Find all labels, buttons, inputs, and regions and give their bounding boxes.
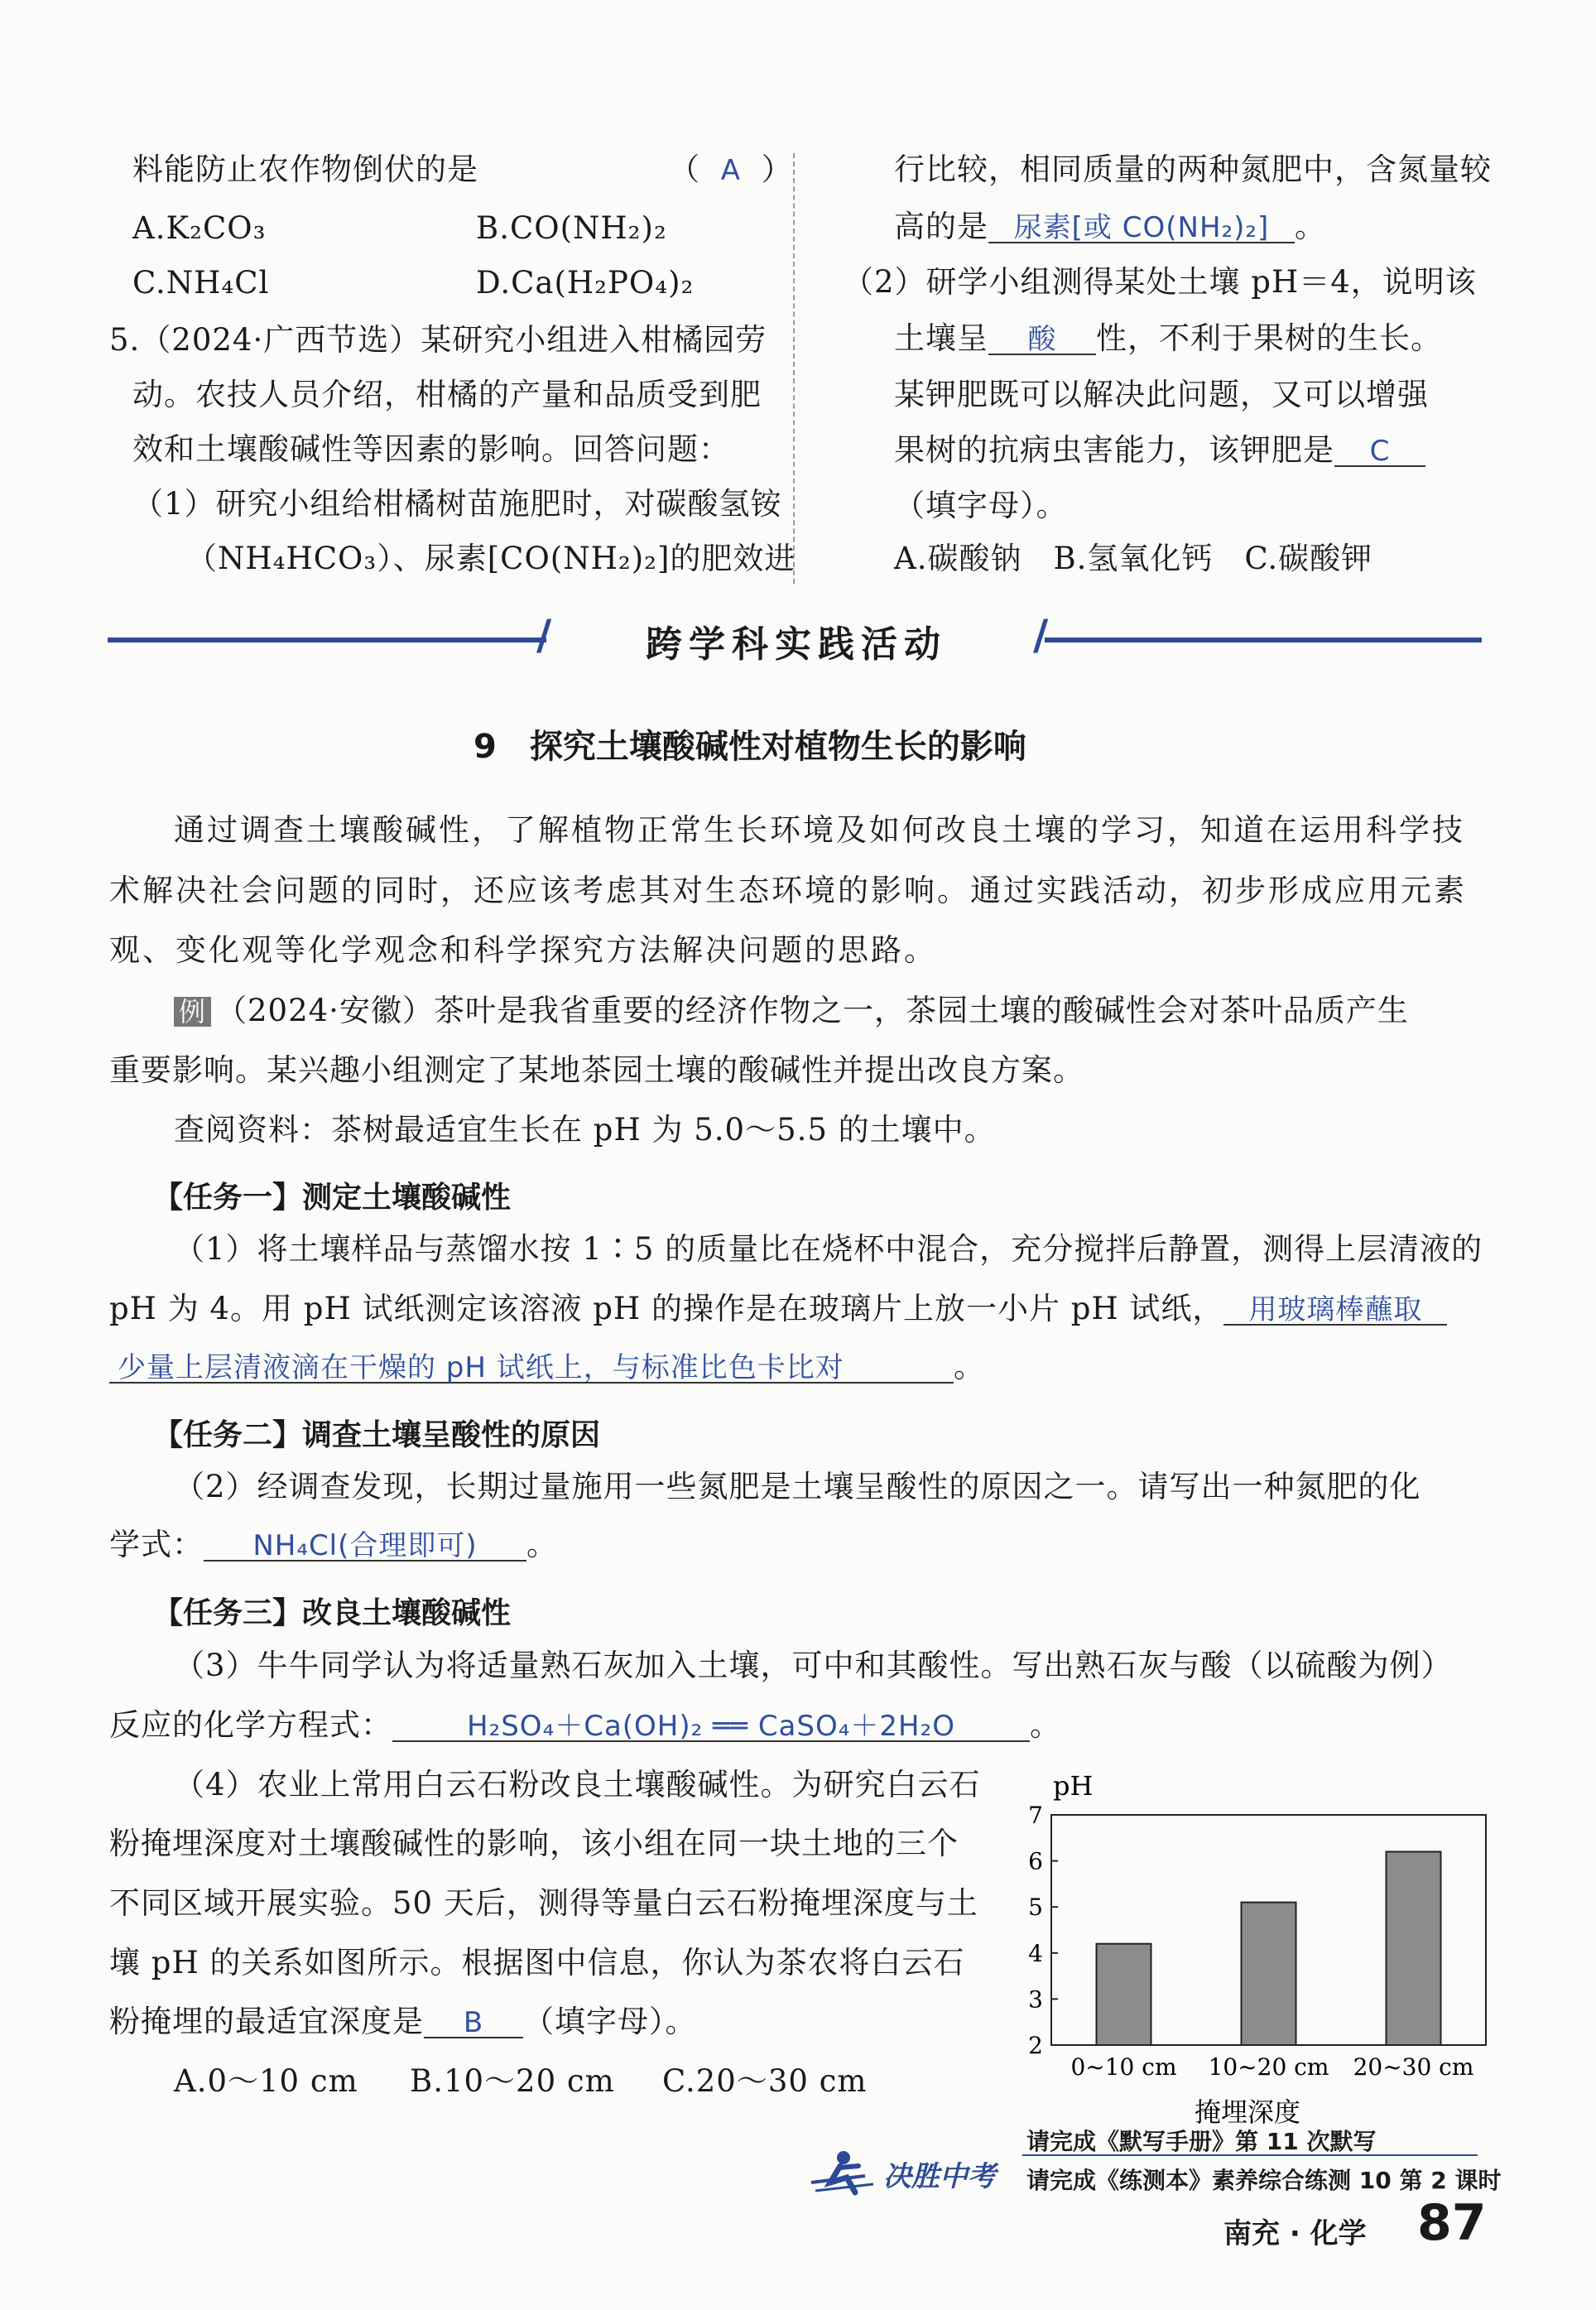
region-subject: 南充 · 化学 [1223,2217,1367,2250]
q4-stem-tail: 料能防止农作物倒伏的是 [132,152,478,187]
x-tick-label: 10~20 cm [1208,2053,1329,2081]
example-reference: 查阅资料：茶树最适宜生长在 pH 为 5.0～5.5 的土壤中。 [174,1112,996,1148]
q4-option-c: C.NH₄Cl [132,265,270,301]
q4-option-b: B.CO(NH₂)₂ [476,210,667,246]
task-4-option-b: B.10～20 cm [410,2063,615,2099]
fill-blank-potash: C [1334,437,1425,467]
page-number: 87 [1417,2194,1487,2252]
task-1-line-3: 少量上层清液滴在干燥的 pH 试纸上，与标准比色卡比对 。 [109,1351,985,1384]
task-4-line-4: 壤 pH 的关系如图所示。根据图中信息，你认为茶农将白云石 [109,1945,965,1980]
task-2-line-2: 学式： NH₄Cl(合理即可) 。 [109,1527,558,1562]
right-line-5: 某钾肥既可以解决此问题，又可以增强 [894,377,1429,412]
task-1-line-2: pH 为 4。用 pH 试纸测定该溶液 pH 的操作是在玻璃片上放一小片 pH 试纸， 用玻璃棒蘸取 [109,1293,1447,1326]
example-line-2: 重要影响。某兴趣小组测定了某地茶园土壤的酸碱性并提出改良方案。 [109,1052,1084,1088]
task-4-option-c: C.20～30 cm [662,2063,868,2099]
example-tag: 例 [174,997,211,1027]
example-line-1: 例 （2024·安徽）茶叶是我省重要的经济作物之一，茶园土壤的酸碱性会对茶叶品质产生 [174,995,1409,1027]
task-4-line-2: 粉掩埋深度对土壤酸碱性的影响，该小组在同一块土地的三个 [109,1826,959,1861]
y-tick-label: 2 [1028,2032,1043,2059]
fill-blank-depth: B [424,2009,523,2038]
ph-depth-bar-chart [1010,1764,1507,2128]
right-line-4: 土壤呈 酸 性，不利于果树的生长。 [894,320,1442,356]
y-tick-label: 4 [1028,1939,1043,1967]
task-3-line-1: （3）牛牛同学认为将适量熟石灰加入土壤，可中和其酸性。写出熟石灰与酸（以硫酸为例） [174,1648,1453,1683]
banner-title: 跨学科实践活动 [646,623,947,666]
reminder-practice: 请完成《练测本》素养综合练测 10 第 2 课时 [1026,2167,1502,2194]
column-divider [793,153,795,584]
right-line-2: 高的是 尿素[或 CO(NH₂)₂] 。 [894,209,1326,244]
y-tick-label: 5 [1028,1894,1043,1922]
q4-answer-bracket: （ A ） [669,152,793,187]
y-tick-label: 3 [1028,1985,1043,2014]
banner-slash-right: / [1033,611,1049,659]
bar [1242,1903,1296,2045]
bar [1097,1944,1151,2045]
right-line-8: A.碳酸钠 B.氢氧化钙 C.碳酸钾 [894,541,1373,576]
x-tick-label: 20~30 cm [1353,2053,1474,2081]
q4-option-d: D.Ca(H₂PO₄)₂ [476,265,695,301]
fill-blank-equation: H₂SO₄＋Ca(OH)₂ ══ CaSO₄＋2H₂O [392,1712,1030,1742]
intro-line-1: 通过调查土壤酸碱性，了解植物正常生长环境及如何改良土壤的学习，知道在运用科学技 [174,812,1465,848]
right-line-6: 果树的抗病虫害能力，该钾肥是 C [894,435,1425,467]
q5-line-1: 5.（2024·广西节选）某研究小组进入柑橘园劳 [109,322,767,358]
q5-line-5: （NH₄HCO₃）、尿素[CO(NH₂)₂]的肥效进 [186,541,796,576]
banner-slash-left: / [536,611,552,659]
brand-logo [807,2144,1031,2202]
task-4-line-5: 粉掩埋的最适宜深度是 B （填字母）。 [109,2004,697,2039]
fill-blank-ph-method-1: 用玻璃棒蘸取 [1223,1296,1447,1326]
fill-blank-acid: 酸 [988,325,1096,355]
task-1-heading: 【任务一】测定土壤酸碱性 [153,1181,512,1215]
fill-blank-nitrogen: 尿素[或 CO(NH₂)₂] [988,214,1295,243]
y-tick-label: 6 [1028,1847,1043,1875]
task-3-heading: 【任务三】改良土壤酸碱性 [153,1596,512,1630]
task-4-option-a: A.0～10 cm [174,2063,358,2099]
task-1-line-1: （1）将土壤样品与蒸馏水按 1∶5 的质量比在烧杯中混合，充分搅拌后静置，测得上层清液的 [174,1231,1483,1267]
q5-line-3: 效和土壤酸碱性等因素的影响。回答问题： [132,431,730,467]
task-4-line-1: （4）农业上常用白云石粉改良土壤酸碱性。为研究白云石 [174,1767,981,1802]
right-line-3: （2）研学小组测得某处土壤 pH＝4，说明该 [843,264,1477,300]
reminder-divider [1022,2154,1478,2156]
q4-option-a: A.K₂CO₃ [132,210,267,246]
section-title: 9 探究土壤酸碱性对植物生长的影响 [474,728,1026,766]
q5-line-4: （1）研究小组给柑橘树苗施肥时，对碳酸氢铵 [132,486,782,522]
q5-line-2: 动。农技人员介绍，柑橘的产量和品质受到肥 [132,377,762,412]
intro-line-2: 术解决社会问题的同时，还应该考虑其对生态环境的影响。通过实践活动，初步形成应用元素 [109,873,1467,908]
x-axis-label: 掩埋深度 [1194,2096,1301,2128]
intro-line-3: 观、变化观等化学观念和科学探究方法解决问题的思路。 [109,932,937,968]
right-line-7: （填字母）。 [894,488,1068,523]
right-line-1: 行比较，相同质量的两种氮肥中，含氮量较 [894,152,1492,187]
banner-rule-left [108,638,546,642]
q4-answer: A [720,154,742,187]
task-4-line-3: 不同区域开展实验。50 天后，测得等量白云石粉掩埋深度与土 [109,1885,978,1921]
y-axis-label: pH [1053,1770,1094,1802]
reminder-dictation: 请完成《默写手册》第 11 次默写 [1026,2128,1377,2155]
y-tick-label: 7 [1028,1802,1043,1829]
brand-name: 决胜中考 [883,2160,996,2193]
task-2-line-1: （2）经调查发现，长期过量施用一些氮肥是土壤呈酸性的原因之一。请写出一种氮肥的化 [174,1469,1421,1504]
fill-blank-formula: NH₄Cl(合理即可) [204,1532,526,1562]
task-3-line-2: 反应的化学方程式： H₂SO₄＋Ca(OH)₂ ══ CaSO₄＋2H₂O 。 [109,1707,1061,1743]
task-2-heading: 【任务二】调查土壤呈酸性的原因 [153,1418,601,1452]
x-tick-label: 0~10 cm [1070,2053,1177,2081]
bar [1387,1851,1441,2045]
fill-blank-ph-method-2: 少量上层清液滴在干燥的 pH 试纸上，与标准比色卡比对 [109,1354,954,1384]
banner-rule-right [1045,638,1482,642]
